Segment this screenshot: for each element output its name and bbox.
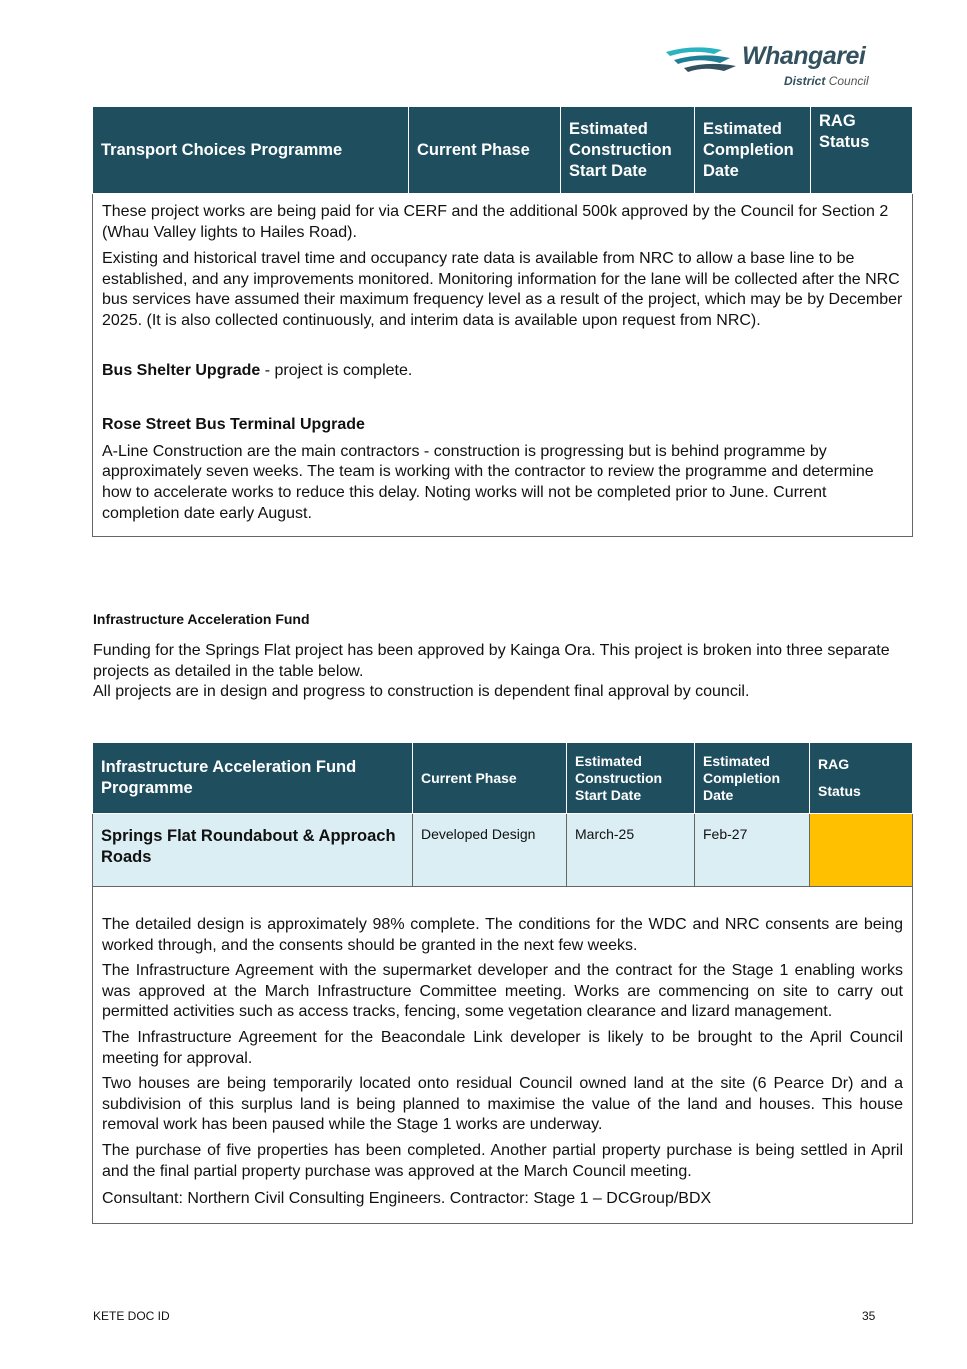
rose-street-title: Rose Street Bus Terminal Upgrade	[102, 416, 365, 434]
iaf-body	[93, 887, 913, 1224]
iaf-para: The Infrastructure Agreement with the supermarket developer and the contract for the Stage 1 enabling works was approved at the March Infrastructure Committee meeting. Works are commencing on site to carry out permitted activities such as access tracks, fencing, some vegetation clearance and lizard management.	[102, 962, 903, 1021]
section-title: Infrastructure Acceleration Fund	[93, 611, 310, 627]
bus-shelter-line	[102, 361, 903, 382]
project-start-date: March-25	[567, 814, 695, 887]
table-header-row	[93, 107, 913, 194]
table-header-row	[93, 743, 913, 814]
header-rag-status	[810, 743, 913, 814]
table-row	[93, 814, 913, 887]
header-status: Status	[818, 783, 861, 799]
header-programme: Transport Choices Programme	[93, 107, 409, 194]
header-start-date: Estimated Construction Start Date	[561, 107, 695, 194]
transport-body	[93, 194, 913, 537]
iaf-para: The Infrastructure Agreement for the Beacondale Link developer is likely to be brought to the April Council meeting for approval.	[102, 1028, 903, 1067]
logo-brand-text: Whangarei	[742, 42, 866, 70]
page-number: 35	[862, 1309, 876, 1323]
iaf-para: The detailed design is approximately 98% complete. The conditions for the WDC and NRC consents are being worked through, and the consents should be granted in the next few weeks.	[102, 916, 903, 954]
intro-para-1: Funding for the Springs Flat project has been approved by Kainga Ora. This project is broken into three separate projects as detailed in the table below.	[93, 642, 890, 680]
intro-para-2: All projects are in design and progress to construction is dependent final approval by council.	[93, 683, 750, 701]
header-completion-date: Estimated Completion Date	[695, 107, 811, 194]
logo-subtitle: District Council	[784, 74, 869, 88]
rose-street-text: A-Line Construction are the main contractors - construction is progressing but is behind programme by approximately seven weeks. The team is working with the contractor to review the programme and determine how to accelerate works to reduce this delay. Noting works will not be completed prior to June. Current completion date early August.	[102, 442, 874, 522]
footer-doc-id: KETE DOC ID	[93, 1309, 170, 1323]
header-current-phase: Current Phase	[413, 743, 567, 814]
bus-shelter-text: - project is complete.	[260, 361, 413, 379]
project-completion-date: Feb-27	[695, 814, 810, 887]
transport-choices-table	[92, 106, 913, 537]
iaf-para: The purchase of five properties has been completed. Another partial property purchase is being settled in April and the final partial property purchase was approved at the March Council meeting.	[102, 1141, 903, 1180]
header-rag: RAG	[818, 756, 850, 772]
header-rag-status: RAG Status	[811, 107, 913, 194]
iaf-para: Two houses are being temporarily located onto residual Council owned land at the site (6 Pearce Dr) and a subdivision of this surplus land is being planned to maximise the value of the land and houses. This house removal work has been paused while the Stage 1 works are underway.	[102, 1075, 903, 1134]
bus-shelter-title: Bus Shelter Upgrade	[102, 361, 261, 379]
rag-status-amber	[810, 814, 913, 887]
council-logo	[664, 40, 894, 92]
section-intro	[93, 641, 893, 703]
header-current-phase: Current Phase	[409, 107, 561, 194]
iaf-table	[92, 742, 913, 1224]
transport-para-funding: These project works are being paid for via CERF and the additional 500k approved by the Council for Section 2 (Whau Valley lights to Hailes Road).	[102, 203, 889, 241]
project-phase: Developed Design	[413, 814, 567, 887]
logo-swoosh-icon	[664, 44, 738, 76]
header-completion-date: Estimated Completion Date	[695, 743, 810, 814]
header-start-date: Estimated Construction Start Date	[567, 743, 695, 814]
header-programme: Infrastructure Acceleration Fund Programme	[93, 743, 413, 814]
transport-para-monitoring: Existing and historical travel time and occupancy rate data is available from NRC to allow a base line to be established, and any improvements monitored. Monitoring information for the lane will be collected after the NRC bus services have assumed their maximum frequency level as a result of the project, which may be by December 2025. (It is also collected continuously, and interim data is available upon request from NRC).	[102, 250, 903, 329]
project-name: Springs Flat Roundabout & Approach Roads	[93, 814, 413, 887]
iaf-consultant: Consultant: Northern Civil Consulting Engineers. Contractor: Stage 1 – DCGroup/BDX	[102, 1190, 712, 1208]
